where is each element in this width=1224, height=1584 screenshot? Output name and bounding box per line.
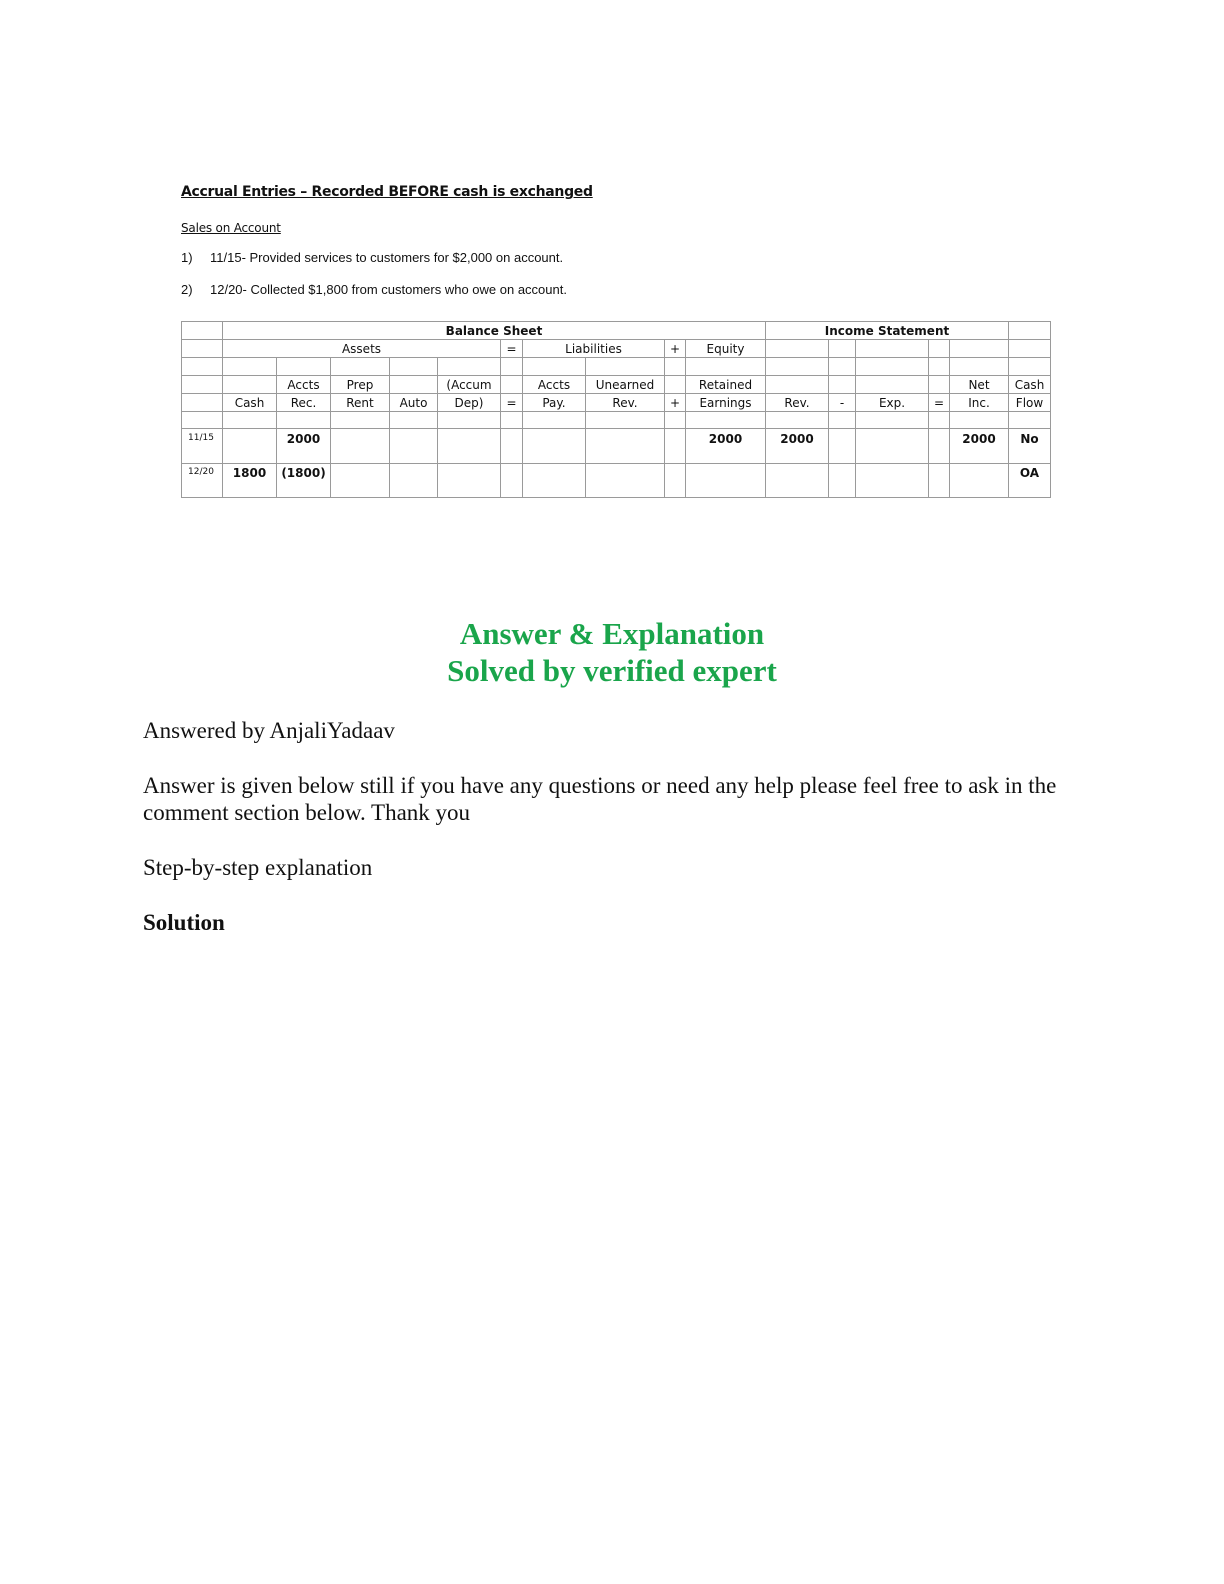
answer-subtitle: Solved by verified expert bbox=[447, 653, 777, 688]
col-equals-2: = bbox=[933, 396, 945, 410]
col-cash: Cash bbox=[234, 396, 265, 410]
plus-sign: + bbox=[669, 342, 681, 356]
solution-label: Solution bbox=[143, 910, 225, 935]
col-net-inc-top: Net bbox=[968, 378, 990, 392]
step-by-step-label: Step-by-step explanation bbox=[143, 855, 373, 880]
col-unearned-rev: Rev. bbox=[612, 396, 638, 410]
col-rev: Rev. bbox=[784, 396, 810, 410]
col-exp: Exp. bbox=[878, 396, 906, 410]
col-minus: - bbox=[839, 396, 845, 410]
answer-note: Answer is given below still if you have any questions or need any help please feel free to ask in the comment section below. Thank you bbox=[143, 773, 1057, 825]
answered-by: Answered by AnjaliYadaav bbox=[143, 718, 395, 743]
entry-number: 2) bbox=[181, 282, 193, 297]
col-accts-pay: Pay. bbox=[542, 396, 566, 410]
balance-sheet-header: Balance Sheet bbox=[445, 324, 543, 338]
col-accts-rec: Rec. bbox=[290, 396, 317, 410]
col-accts-rec-top: Accts bbox=[287, 378, 320, 392]
col-cash-flow-top: Cash bbox=[1014, 378, 1045, 392]
cell-cash-flow: OA bbox=[1019, 466, 1040, 480]
entry-text: 12/20- Collected $1,800 from customers who owe on account. bbox=[210, 282, 567, 297]
cell-rev: 2000 bbox=[780, 432, 814, 446]
row-date: 11/15 bbox=[188, 433, 214, 443]
col-equals: = bbox=[506, 396, 517, 410]
row-date: 12/20 bbox=[188, 467, 214, 477]
cell-cash-flow: No bbox=[1020, 432, 1039, 446]
col-accum-dep: Dep) bbox=[454, 396, 484, 410]
cell-accts-rec: 2000 bbox=[286, 432, 321, 446]
entry-item bbox=[181, 250, 563, 265]
cell-net-inc: 2000 bbox=[962, 432, 996, 446]
section-subtitle: Sales on Account bbox=[181, 221, 281, 235]
col-retained-earnings: Earnings bbox=[699, 396, 752, 410]
col-unearned-rev-top: Unearned bbox=[595, 378, 655, 392]
equity-header: Equity bbox=[706, 342, 745, 356]
col-retained-earnings-top: Retained bbox=[698, 378, 753, 392]
cell-cash: 1800 bbox=[232, 466, 267, 480]
entry-number: 1) bbox=[181, 250, 193, 265]
col-net-inc: Inc. bbox=[968, 396, 990, 410]
entry-text: 11/15- Provided services to customers for $2,000 on account. bbox=[210, 250, 564, 265]
document-title: Accrual Entries – Recorded BEFORE cash is exchanged bbox=[181, 184, 593, 200]
balance-sheet-table bbox=[181, 321, 1051, 498]
answer-title: Answer & Explanation bbox=[459, 616, 765, 651]
col-cash-flow: Flow bbox=[1015, 396, 1044, 410]
col-prep-rent: Rent bbox=[346, 396, 374, 410]
col-prep-rent-top: Prep bbox=[346, 378, 374, 392]
income-statement-header: Income Statement bbox=[824, 324, 950, 338]
col-accum-dep-top: (Accum bbox=[446, 378, 492, 392]
col-auto: Auto bbox=[399, 396, 428, 410]
col-accts-pay-top: Accts bbox=[537, 378, 571, 392]
entry-item bbox=[181, 282, 567, 297]
col-plus: + bbox=[669, 396, 681, 410]
cell-retained-earnings: 2000 bbox=[708, 432, 743, 446]
assets-header: Assets bbox=[341, 342, 382, 356]
liabilities-header: Liabilities bbox=[565, 342, 622, 356]
equals-sign: = bbox=[506, 342, 517, 356]
cell-accts-rec: (1800) bbox=[281, 466, 326, 480]
